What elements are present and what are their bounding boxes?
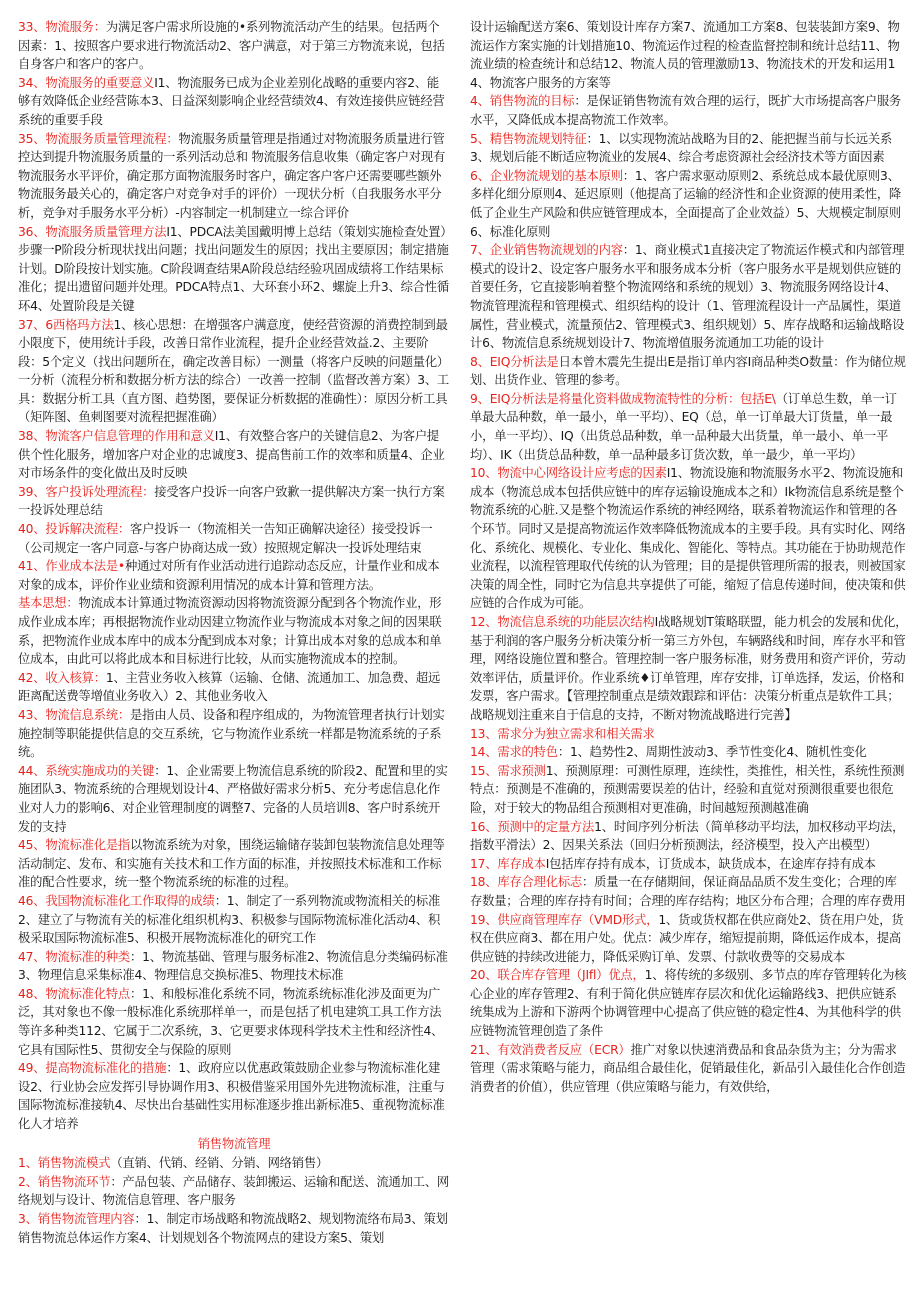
paragraph [18, 223, 450, 316]
paragraph [470, 92, 908, 129]
paragraph-text: 1、主营业务收入核算（运输、仓储、流通加工、加急费、超远距离配送费等增值业务收入）2、其他业务收入 [18, 670, 441, 704]
paragraph [18, 948, 450, 985]
paragraph-heading: 45、物流标准化是指 [18, 838, 131, 853]
section-title: 销售物流管理 [197, 1136, 271, 1151]
paragraph-heading: 21、有效消费者反应（ECR） [470, 1042, 631, 1057]
paragraph-text: ：1、制定了一系列物流或物流相关的标准2、建立了与物流有关的标准化组织机构3、积极参与国际物流标准化活动4、积极采取国际物流标准5、积极开展物流标准化的研究工作 [18, 893, 441, 946]
paragraph [18, 74, 450, 130]
paragraph-heading: 48、物流标准化特点 [18, 986, 131, 1001]
paragraph [18, 669, 450, 706]
paragraph-text: 以物流系统为对象，围绕运输储存装卸包装物流信息处理等活动制定、发布、和实施有关技术和工作方面的标准，并按照技术标准和工作标准的配合性要求，统一整个物流系统的标准的过程。 [18, 838, 445, 890]
paragraph [470, 18, 908, 92]
paragraph-heading: 35、物流服务质量管理流程： [18, 131, 179, 146]
paragraph-heading: 18、库存合理化标志 [470, 875, 583, 890]
paragraph-text: I包括库存持有成本，订货成本，缺货成本，在途库存持有成本 [545, 856, 876, 871]
paragraph-text: 设计运输配送方案6、策划设计库存方案7、流通加工方案8、包装装卸方案9、物流运作方案实施的计划措施10、物流运作过程的检查监督控制和统计总结11、物流业绩的检查统计和总结12、物流人员的管理激励13、物流技术的开发和运用14、物流客户服务的方案等 [470, 20, 900, 90]
paragraph [18, 520, 450, 557]
paragraph-text: ：1、制定市场战略和物流战略2、规划物流络布局3、策划销售物流总体运作方案4、计划规划各个物流网点的建设方案5、策划 [18, 1212, 448, 1245]
paragraph-heading: 33、物流服务： [18, 20, 106, 34]
paragraph-heading: 2、销售物流环节 [18, 1174, 111, 1189]
left-column [18, 18, 450, 1247]
paragraph [18, 316, 450, 428]
paragraph-text: 1、时间序列分析法（简单移动平均法，加权移动平均法，指数平滑法）2、因果关系法（回归分析预测法，经济模型，投入产出模型） [470, 819, 905, 853]
paragraph-heading: 41、作业成本法是• [18, 559, 125, 574]
paragraph-text: 物流服务质量管理是指通过对物流服务质量进行管控达到提升物流服务质量的一系列活动总和 物流服务信息收集（确定客户对现有物流服务水平评价，确定那方面物流服务时客户，确定客户客户还需要哪些额外物流服务最关心的，确定客户对竞争对手的评价）一现状分析（自我服务水平分析，竞争对手服务水平分析）-内容制定一机制建立一综合评价 [18, 131, 446, 220]
paragraph-heading: 基本思想： [18, 596, 79, 611]
paragraph [470, 353, 908, 390]
paragraph-heading: 12、物流信息系统的功能层次结构 [470, 615, 655, 629]
paragraph [18, 557, 450, 594]
paragraph-text: 为满足客户需求所设施的•系列物流活动产生的结果。包括两个因素：1、按照客户要求进行物流活动2、客户满意，对于第三方物流来说，包括自身客户和客户的客户。 [18, 20, 445, 72]
paragraph [470, 390, 908, 464]
paragraph [18, 836, 450, 892]
paragraph [470, 873, 908, 910]
paragraph-heading: 46、我国物流标准化工作取得的成绩 [18, 893, 215, 908]
paragraph-heading: 40、投诉解决流程： [18, 522, 131, 537]
paragraph [18, 706, 450, 762]
paragraph [470, 464, 908, 613]
paragraph-text: ：1、商业模式1直接决定了物流运作模式和内部管理模式的设计2、设定客户服务水平和服务成本分析（客户服务水平是规划供应链的首要任务，它直接影响着整个物流网络和系统的规划）3、物流服务网络设计4、物流管理流程和管理模式、组织结构的设计（1、管理流程设计一产品属性，渠道属性，营业模式，流量预估2、管理模式3、组织规划）5、库存战略和运输战略设计6、物流信息系统规划设计7、物流增值服务流通加工功能的设计 [470, 243, 905, 351]
paragraph-heading: 6、企业物流规划的基本原则 [470, 168, 623, 183]
paragraph [470, 911, 908, 967]
paragraph [18, 1059, 450, 1133]
paragraph-heading: 5、精售物流规划特征 [470, 131, 587, 146]
paragraph-text: 接受客户投诉一向客户致歉一提供解决方案一执行方案一投诉处理总结 [18, 484, 445, 518]
paragraph-heading: 4、销售物流的目标 [470, 94, 575, 109]
paragraph-text: ：1、企业需要上物流信息系统的阶段2、配置和里的实施团队3、物流系统的合理规划设计4、严格做好需求分析5、充分考虑信息化作业对人力的影响6、对企业管理制度的调整7、完备的人员培训8、客户时系统开发的支持 [18, 763, 448, 834]
paragraph [18, 483, 450, 520]
paragraph-text: I1、PDCA法美国戴明博上总结（策划实施检查处置）步骤一P阶段分析现状找出问题；找出问题发生的原因；找出主要原因；制定措施计划。D阶段按计划实施。C阶段调查结果A阶段总结经验巩固成绩将工作结果标准化；提出遗留问题并处理。PDCA特点1、大环套小环2、螺旋上升3、综合性循环4、处置阶段是关键 [18, 224, 449, 313]
paragraph-text: 客户投诉一（物流相关一告知正确解决途径）接受投诉一（公司规定一客户同意-与客户协商达成一致）按照规定解决一投诉处理结束 [18, 522, 433, 555]
paragraph [18, 1154, 450, 1173]
paragraph-text: I1、有效整合客户的关键信息2、为客户提供个性化服务，增加客户对企业的忠诚度3、提高售前工作的效率和质量4、企业对市场条件的变化做出及时反映 [18, 429, 445, 481]
paragraph-heading: 49、提高物流标准化的措施 [18, 1061, 167, 1076]
paragraph [470, 613, 908, 725]
paragraph-heading: 1、销售物流模式 [18, 1156, 111, 1171]
paragraph-text: ：质量一在存储期间，保证商品品质不发生变化；合理的库存数量；合理的库存持有时间；合理的库存结构；地区分布合理；合理的库存费用 [470, 875, 906, 908]
paragraph-heading: 13、需求分为独立需求和相关需求 [470, 726, 655, 741]
paragraph-text: ：1、客户需求驱动原则2、系统总成本最优原则3、多样化细分原则4、延迟原则（他提高了运输的经济性和企业资源的使用柔性，降低了企业生产风险和供应链管理成本，全面提高了企业效益）5、大规模定制原则6、标准化原则 [470, 168, 902, 239]
paragraph-text: 推广对象以快速消费品和食品杂货为主；分为需求管理（需求策略与能力，商品组合最佳化，促销最佳化，新品引入最佳化合作创造消费者的价值），供应管理（供应策略与能力，有效供给， [470, 1042, 906, 1094]
paragraph [470, 167, 908, 241]
paragraph-heading: 42、收入核算： [18, 670, 106, 685]
paragraph-text: 物流成本计算通过物流资源动因将物流资源分配到各个物流作业，形成作业成本库；再根据物流作业动因建立物流作业与物流成本对象之间的因果联系，把物流作业成本库中的成本分配到成本对象；计算出成本对象的总成本和单位成本，由此可以将此成本和目标进行比较，从而实施物流成本的控制。 [18, 596, 442, 667]
paragraph-text: 1、货或货权都在供应商处2、货在用户处，货权在供应商3、都在用户处。优点：减少库存，缩短提前期，降低运作成本，提高供应链的持续改进能力，降低采购订单、发票、付款收费等的交易成本 [470, 912, 904, 964]
paragraph-heading: 34、物流服务的重要意义 [18, 75, 155, 90]
paragraph-heading: 17、库存成本 [470, 856, 546, 871]
paragraph [470, 855, 908, 874]
paragraph-heading: 38、物流客户信息管理的作用和意义 [18, 429, 215, 444]
paragraph [18, 1173, 450, 1210]
paragraph-heading: 36、物流服务质量管理方法 [18, 224, 167, 239]
paragraph-text: 种通过对所有作业活动进行追踪动态反应，计量作业和成本对象的成本，评价作业业绩和资源利用情况的成本计算和管理方法。 [18, 559, 440, 592]
paragraph-text: （订单总生数，单一订单最大品种数，单一最小，单一平均）、EQ（总，单一订单最大订货量，单一最小，单一平均）、IQ（出货总品种数，单一品种最大出货量，单一最小、单一平均）、IK（出货总品种数，单一品种最多订货次数，单一最少，单一平均） [470, 391, 897, 462]
paragraph-heading: 20、联合库存管理（JIfl）优点， [470, 968, 645, 983]
paragraph [18, 985, 450, 1059]
paragraph [18, 762, 450, 836]
paragraph-heading: 14、需求的特色 [470, 745, 558, 760]
paragraph-heading: 10、物流中心网络设计应考虑的因素 [470, 466, 667, 481]
paragraph [18, 130, 450, 223]
paragraph-heading: 19、供应商管理库存（VMD形式， [470, 912, 659, 927]
paragraph-text: ：是保证销售物流有效合理的运行，既扩大市场提高客户服务水平，又降低成本提高物流工作效率。 [470, 94, 902, 127]
paragraph-text: I1、物流服务已成为企业差别化战略的重要内容2、能够有效降低企业经营陈本3、日益深刻影响企业经营绩效4、有效连接供应链经营系统的重要手段 [18, 75, 445, 127]
paragraph [470, 818, 908, 855]
paragraph [470, 725, 908, 744]
paragraph-text: ：1、趋势性2、周期性波动3、季节性变化4、随机性变化 [557, 745, 867, 760]
paragraph-heading: 15、需求预测 [470, 763, 546, 778]
paragraph [470, 130, 908, 167]
right-column [470, 18, 908, 1096]
paragraph [18, 594, 450, 668]
paragraph [18, 427, 450, 483]
paragraph [18, 1210, 450, 1247]
paragraph-heading: 7、企业销售物流规划的内容 [470, 243, 623, 258]
paragraph-text: 是指由人员、设备和程序组成的，为物流管理者执行计划实施控制等职能提供信息的交互系统，它与物流作业系统一样都是物流系统的子系统。 [18, 707, 445, 760]
paragraph-heading: 16、预测中的定量方法 [470, 819, 595, 834]
paragraph [18, 18, 450, 74]
paragraph [470, 966, 908, 1040]
paragraph-heading: 44、系统实施成功的关键 [18, 763, 155, 778]
paragraph [470, 1041, 908, 1097]
paragraph-text: （直销、代销、经销、分销、网络销售） [110, 1156, 329, 1171]
paragraph-text: ：1、物流基础、管理与服务标准2、物流信息分类编码标准3、物理信息采集标准4、物理信息交换标准5、物理技术标准 [18, 949, 448, 983]
paragraph [470, 762, 908, 818]
paragraph-text: I1、物流设施和物流服务水平2、物流设施和成本（物流总成本包括供应链中的库存运输设施成本之和）Ik物流信息系统是整个物流系统的心脏.又是整个物流运作系统的神经网络，联系着物流运作和管理的各个环节。同时又是提高物流运作效率降低物流成本的主要手段。具有实时化、网络化、系统化、规模化、专业化、集成化、智能化、等特点。其功能在于协助规范作业流程，以流程管理取代传统的认为管理；目的是提供管理所需的报表，则被国家决策的周全性，同时它为信息共享提供了可能，缩短了信息传递时间，使决策和供应链的合作成为可能。 [470, 466, 906, 611]
paragraph-heading: 8、EIQ分析法是 [470, 354, 559, 369]
paragraph-text: 1、将传统的多级别、多节点的库存管理转化为核心企业的库存管理2、有利于简化供应链库存层次和优化运输路线3、把供应链系统集成为上游和下游两个协调管理中心提高了供应链的稳定性4、为其他科学的供应链物流管理创造了条件 [470, 968, 907, 1039]
paragraph-text: 日本曾木震先生提出E是指订单内容I商品种类O数量：作为储位规划、出货作业、管理的参考。 [470, 354, 906, 388]
paragraph-heading: 9、EIQ分析法是将量化资料做成物流特性的分析：包括E\ [470, 391, 776, 406]
paragraph [18, 892, 450, 948]
paragraph-text: ：产品包装、产品储存、装卸搬运、运输和配送、流通加工、网络规划与设计、物流信息管理、客户服务 [18, 1174, 450, 1208]
paragraph [470, 743, 908, 762]
paragraph-heading: 47、物流标准的种类 [18, 949, 131, 964]
paragraph-heading: 3、销售物流管理内容 [18, 1212, 135, 1226]
paragraph-heading: 39、客户投诉处理流程： [18, 484, 155, 499]
paragraph-text: I战略规划T策略联盟，能力机会的发展和优化，基于利润的客户服务分析决策分析一第三方外包，车辆路线和时间，库存水平和管理，网络设施位置和整合。管理控制一客户服务标准，财务费用和资产评价，劳动效率评估，质量评价。作业系统♦订单管理，库存安排，订单选择，发运，价格和发票，客户需求。【管理控制重点是绩效跟踪和评估：决策分析重点是软件工具；战略规划注重来自于信息的支持，不断对物流战略进行完善】 [470, 615, 908, 722]
paragraph-heading: 43、物流信息系统： [18, 707, 131, 722]
paragraph [470, 241, 908, 353]
paragraph-text: 1、预测原理：可测性原理，连续性，类推性，相关性，系统性预测特点：预测是不准确的，预测需要误差的估计，经验和直觉对预测很重要也很危险，对于较大的物品组合预测相对更准确，时间越短预测越准确 [470, 763, 905, 815]
paragraph-text: ：1、和般标准化系统不同，物流系统标准化涉及面更为广泛，其对象也不像一般标准化系统那样单一，而是包括了机电建筑工具工作方法等许多种类112、它属于二次系统，3、它更要求体现科学技术主性和经济性4、它具有国际性5、贯彻安全与保险的原则 [18, 986, 444, 1057]
paragraph-text: 1、核心思想：在增强客户满意度，使经营资源的消费控制到最小限度下，使用统计手段，改善日常作业流程，提升企业经营效益.2、主要阶段：5个定义（找出问题所在，确定改善目标）一测量（将客户反映的问题量化）一分析（流程分析和数据分析方法的综合）一改善一控制（监督改善方案）3、工具：数据分析工具（直方图、趋势图，要保证分析数据的准确性）：原因分析工具（矩阵图、鱼刺图要对流程把握准确） [18, 317, 450, 425]
paragraph-heading: 37、6西格玛方法 [18, 317, 114, 332]
paragraph-text: ：1、以实现物流站战略为目的2、能把握当前与长远关系3、规划后能不断适应物流业的发展4、综合考虑资源社会经济技术等方面因素 [470, 131, 893, 165]
paragraph-text: ：1、政府应以优惠政策鼓励企业参与物流标准化建设2、行业协会应发挥引导协调作用3、积极借鉴采用国外先进物流标准，注重与国际物流标准接轨4、尽快出台基础性实用标准逐步推出新标准5、重视物流标准化人才培养 [18, 1061, 445, 1132]
